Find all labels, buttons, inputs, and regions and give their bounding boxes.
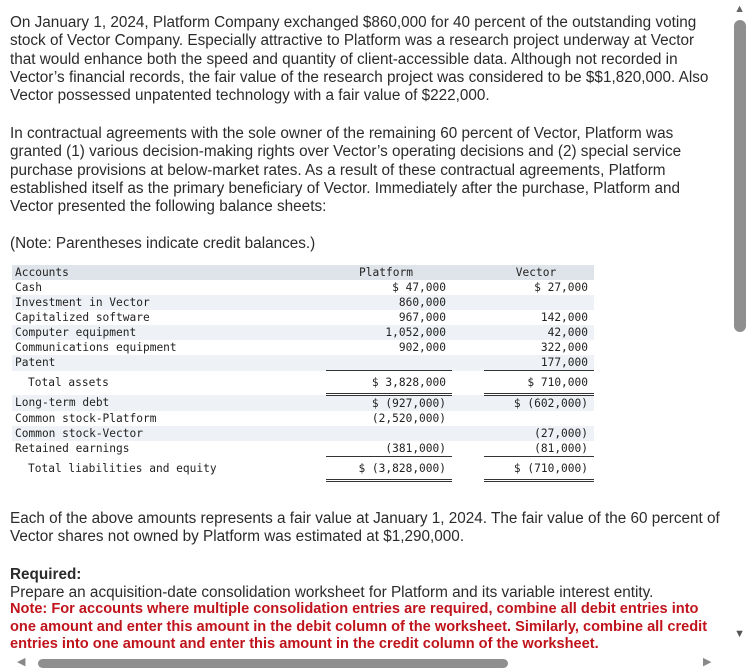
vector-value — [484, 411, 594, 426]
row-label: Common stock-Vector — [12, 426, 326, 441]
row-label: Capitalized software — [15, 311, 150, 324]
header-platform: Platform — [326, 265, 452, 280]
platform-value — [326, 426, 452, 441]
scroll-up-icon[interactable]: ▲ — [734, 3, 745, 15]
vector-value: 142,000 — [540, 311, 588, 324]
required-note: Note: For accounts where multiple consolidation entries are required, combine all debit entries into one amount and enter this amount in the debit column of the worksheet. Similarly, combine all credit entries into one amount and enter this amount in the credit column of the worksheet. — [10, 601, 708, 653]
platform-value: $ (3,828,000) — [326, 457, 452, 481]
vertical-scrollbar-thumb[interactable] — [734, 20, 746, 332]
platform-value: 1,052,000 — [326, 325, 452, 340]
platform-value: $ 3,828,000 — [326, 371, 452, 395]
header-vector: Vector — [484, 265, 594, 280]
platform-value: $ 47,000 — [392, 281, 446, 294]
row-label: Long-term debt — [12, 395, 326, 412]
credit-note: (Note: Parentheses indicate credit balances.) — [10, 235, 316, 252]
vector-value: $ (710,000) — [484, 457, 594, 481]
row-label: Cash — [15, 281, 42, 294]
header-accounts: Accounts — [12, 265, 326, 280]
vector-value — [484, 295, 594, 310]
platform-value: (381,000) — [326, 441, 452, 457]
vector-value: (81,000) — [484, 441, 594, 457]
vector-value: $ 710,000 — [484, 371, 594, 395]
table-row — [12, 411, 594, 426]
table-row — [12, 340, 594, 355]
vector-value: $ 27,000 — [534, 281, 588, 294]
platform-value: $ (927,000) — [326, 395, 452, 412]
required-title: Required: — [10, 566, 82, 583]
intro-paragraph-1: On January 1, 2024, Platform Company exchanged $860,000 for 40 percent of the outstanding voting stock of Vector Company. Especially attractive to Platform was a research project underway at Vector that would enhance both the speed and quantity of client-accessible data. Although not recorded in Vector’s financial records, the fair value of the research project was considered to be $$1,820,000. Also Vector possessed unpatented technology with a fair value of $222,000. — [10, 14, 709, 105]
row-label: Investment in Vector — [12, 295, 326, 310]
intro-paragraph-2: In contractual agreements with the sole owner of the remaining 60 percent of Vector, Platform was granted (1) various decision-making rights over Vector’s operating decisions and (2) special service purchase provisions at below-market rates. As a result of these contractual agreements, Platform established itself as the primary beneficiary of Vector. Immediately after the purchase, Platform and Vector presented the following balance sheets: — [10, 125, 682, 216]
scroll-right-icon[interactable]: ▶ — [703, 656, 712, 668]
scroll-left-icon[interactable]: ◀ — [17, 656, 26, 668]
row-label: Communications equipment — [15, 341, 177, 354]
table-row — [12, 441, 594, 457]
required-text: Prepare an acquisition-date consolidation worksheet for Platform and its variable interest entity. — [10, 584, 654, 601]
row-label: Computer equipment — [12, 325, 326, 340]
table-row — [12, 280, 594, 295]
platform-value — [326, 355, 452, 371]
balance-sheet-table — [12, 265, 594, 482]
horizontal-scrollbar-thumb[interactable] — [38, 659, 508, 668]
platform-value: 902,000 — [398, 341, 446, 354]
table-row — [12, 295, 594, 310]
vector-value: 42,000 — [484, 325, 594, 340]
table-row — [12, 426, 594, 441]
scroll-down-icon[interactable]: ▼ — [734, 628, 745, 640]
vector-value: 177,000 — [484, 355, 594, 371]
table-row-total-assets — [12, 371, 594, 395]
vector-value: (27,000) — [484, 426, 594, 441]
platform-value: (2,520,000) — [371, 412, 446, 425]
vector-value: 322,000 — [540, 341, 588, 354]
table-row — [12, 325, 594, 340]
table-row — [12, 395, 594, 412]
table-row — [12, 310, 594, 325]
row-label: Patent — [12, 355, 326, 371]
platform-value: 967,000 — [398, 311, 446, 324]
fair-value-paragraph: Each of the above amounts represents a fair value at January 1, 2024. The fair value of the 60 percent of Vector shares not owned by Platform was estimated at $1,290,000. — [10, 510, 720, 546]
vector-value: $ (602,000) — [484, 395, 594, 412]
table-row-total-liabilities — [12, 457, 594, 481]
row-label: Total liabilities and equity — [28, 462, 217, 475]
row-label: Retained earnings — [15, 442, 130, 456]
table-header-row — [12, 265, 594, 280]
table-row — [12, 355, 594, 371]
row-label: Common stock-Platform — [15, 412, 157, 425]
platform-value: 860,000 — [326, 295, 452, 310]
row-label: Total assets — [28, 376, 109, 389]
